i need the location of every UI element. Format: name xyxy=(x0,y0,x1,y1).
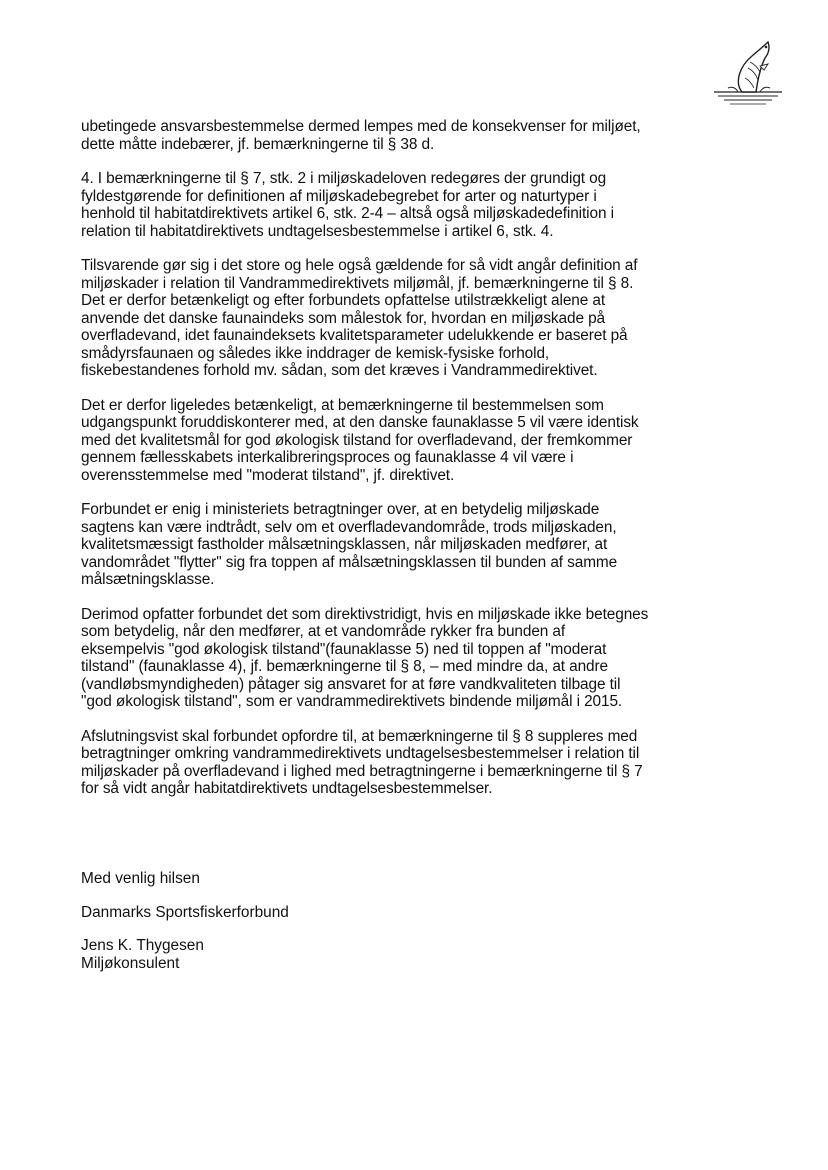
greeting: Med venlig hilsen xyxy=(81,870,200,887)
paragraph: Tilsvarende gør sig i det store og hele også gældende for så vidt angår definition af miljøskader i relation til Vandrammedirektivets miljømål, jf. bemærkningerne til § 8. Det er derfor betænkeligt og efter forbundets opfattelse utilstrækkeligt alene at anvende det danske faunaindeks som målestok for, hvordan en miljøskade på overfladevand, idet faunaindeksets kvalitetsparameter udelukkende er baseret på smådyrsfaunaen og således ikke inddrager de kemisk-fysiske forhold, fiskebestandenes forhold mv. sådan, som det kræves i Vandrammedirektivet. xyxy=(81,257,638,379)
letter-closing xyxy=(81,870,581,972)
signatory-title: Miljøkonsulent xyxy=(81,954,180,972)
organization-name: Danmarks Sportsfiskerforbund xyxy=(81,903,289,921)
paragraph: Det er derfor ligeledes betænkeligt, at bemærkningerne til bestemmelsen som udgangspunkt foruddiskonterer med, at den danske faunaklasse 5 vil være identisk med det kvalitetsmål for god økologisk tilstand for overfladevand, der fremkommer gennem fællesskabets interkalibreringsproces og faunaklasse 4 vil være i overensstemmelse med "moderat tilstand", jf. direktivet. xyxy=(81,396,639,484)
paragraph: ubetingede ansvarsbestemmelse dermed lempes med de konsekvenser for miljøet, dette måtte indebærer, jf. bemærkningerne til § 38 d. xyxy=(81,118,641,153)
paragraph: Afslutningsvist skal forbundet opfordre til, at bemærkningerne til § 8 suppleres med betragtninger omkring vandrammedirektivets undtagelsesbestemmelser i relation til miljøskader på overfladevand i lighed med betragtningerne i bemærkningerne til § 7 for så vidt angår habitatdirektivets undtagelsesbestemmelser. xyxy=(81,727,643,797)
signatory-name: Jens K. Thygesen xyxy=(81,937,204,954)
paragraph: 4. I bemærkningerne til § 7, stk. 2 i miljøskadeloven redegøres der grundigt og fyldestgørende for definitionen af miljøskadebegrebet for arter og naturtyper i henhold til habitatdirektivets artikel 6, stk. 2-4 – altså også miljøskadedefinition i relation til habitatdirektivets undtagelsesbestemmelse i artikel 6, stk. 4. xyxy=(81,170,614,240)
fish-logo-icon xyxy=(712,38,784,108)
paragraph: Forbundet er enig i ministeriets betragtninger over, at en betydelig miljøskade sagtens kan være indtrådt, selv om et overfladevandområde, trods miljøskaden, kvalitetsmæssigt fastholder målsætningsklassen, når miljøskaden medfører, at vandområdet "flytter" sig fra toppen af målsætningsklassen til bunden af samme målsætningsklasse. xyxy=(81,501,618,588)
paragraph: Derimod opfatter forbundet det som direktivstridigt, hvis en miljøskade ikke betegnes som betydelig, når den medfører, at et vandområde rykker fra bunden af eksempelvis "god økologisk tilstand"(faunaklasse 5) ned til toppen af "moderat tilstand" (faunaklasse 4), jf. bemærkningerne til § 8, – med mindre da, at andre (vandløbsmyndigheden) påtager sig ansvaret for at føre vandkvaliteten tilbage til "god økologisk tilstand", som er vandrammedirektivets bindende miljømål i 2015. xyxy=(81,605,649,710)
letter-body xyxy=(81,118,721,815)
